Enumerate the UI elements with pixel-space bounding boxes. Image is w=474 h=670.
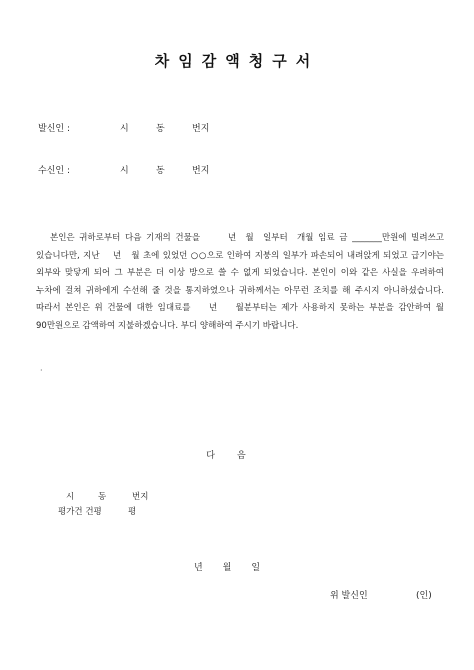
recipient-si: 시 — [120, 166, 129, 176]
property-si: 시 — [66, 492, 75, 502]
signature-line — [330, 588, 432, 601]
stray-mark: · — [40, 366, 43, 375]
recipient-dong: 동 — [156, 166, 165, 176]
sender-si: 시 — [120, 124, 129, 134]
property-pyeong: 평 — [128, 507, 137, 517]
sender-label: 발신인 : — [38, 124, 70, 134]
date-line: 년월일 — [193, 563, 281, 573]
body-paragraph: 본인은 귀하로부터 다음 기재의 건물을 년 월 일부터 개월 임료 금 _______만원에 빌려쓰고 있습니다만, 지난 년 월 초에 있었던 ○○으로 인하여 지붕의 일부가 파손되어 내려앉게 되었고 급기야는 외부와 맞닿게 되어 그 부분은 더 이상 방으로 쓸 수 없게 되었습니다. 본인이 이와 같은 사실을 우려하여 누차에 걸쳐 귀하에게 수선해 줄 것을 통지하였으나 귀하께서는 아무런 조치를 해 주시지 아니하셨습니다. 따라서 본인은 위 건물에 대한 임대료를 년 월분부터는 제가 사용하지 못하는 부분을 감안하여 월 90만원으로 감액하여 지불하겠습니다. 부디 양해하여 주시기 바랍니다. — [36, 233, 447, 331]
recipient-label: 수신인 : — [38, 166, 70, 176]
section-heading-da-eum: 다음 — [206, 451, 268, 461]
property-dong: 동 — [98, 492, 107, 502]
recipient-address — [38, 163, 209, 176]
property-address — [66, 490, 148, 502]
property-size — [58, 505, 136, 517]
signature-seal: (인) — [416, 591, 432, 601]
sender-dong: 동 — [156, 124, 165, 134]
signature-label: 위 발신인 — [330, 591, 368, 601]
property-type-label: 평가건 건평 — [58, 507, 102, 517]
sender-beonji: 번지 — [192, 124, 210, 134]
recipient-beonji: 번지 — [192, 166, 210, 176]
property-beonji: 번지 — [132, 492, 149, 502]
sender-address — [38, 121, 209, 134]
document-title: 차임감액청구서 — [154, 52, 320, 70]
